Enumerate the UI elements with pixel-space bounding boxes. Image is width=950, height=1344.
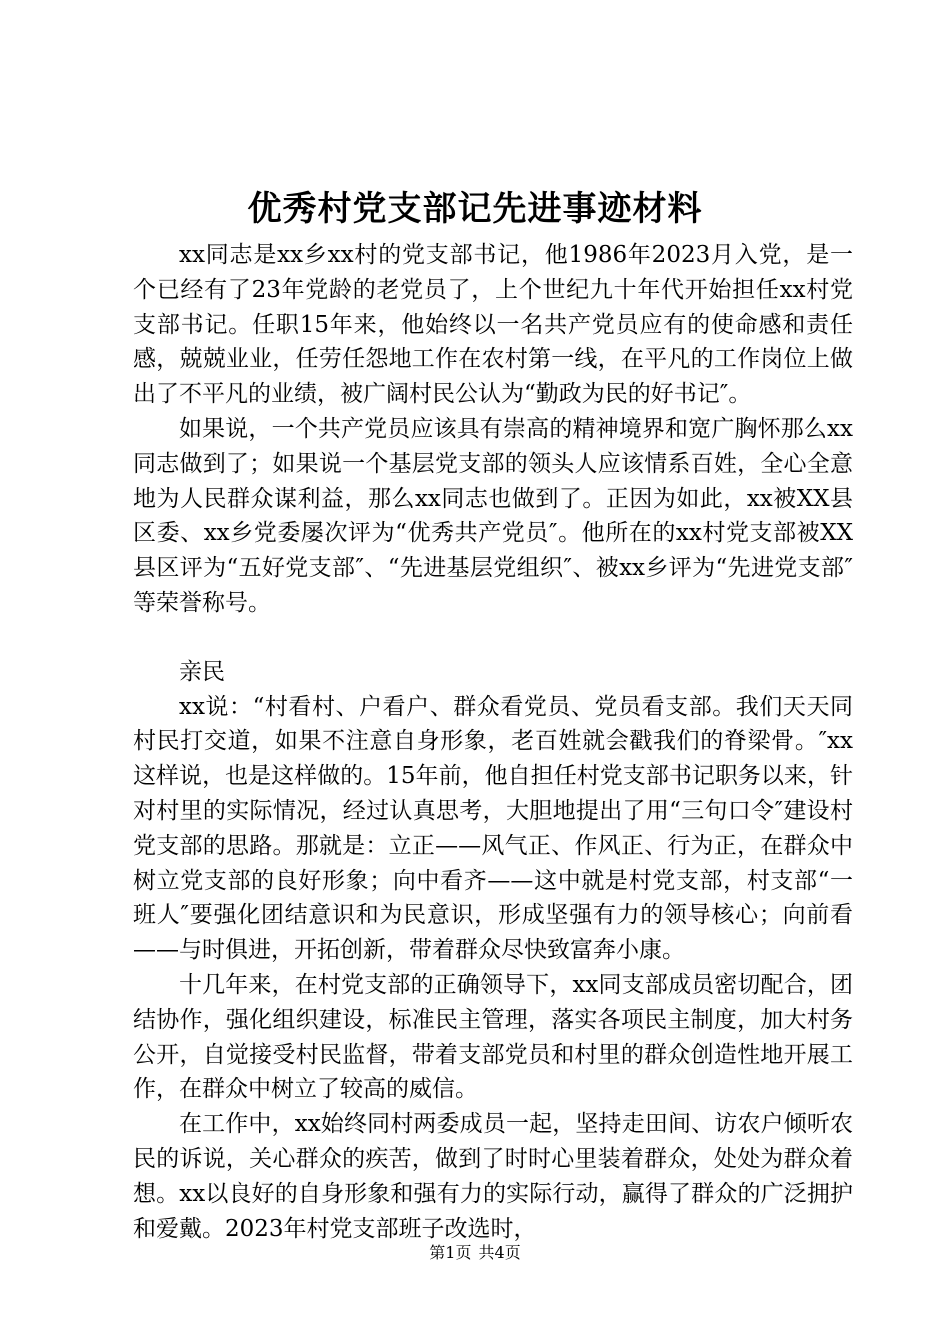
paragraph-1: xx同志是xx乡xx村的党支部书记，他1986年2023月入党，是一个已经有了23年党龄的老党员了，上个世纪九十年代开始担任xx村党支部书记。任职15年来，他始终以一名共产党员应有的使命感和责任感，兢兢业业，任劳任怨地工作在农村第一线，在平凡的工作岗位上做出了不平凡的业绩，被广阔村民公认为“勤政为民的好书记″。 (133, 242, 853, 408)
page-footer (0, 1240, 950, 1263)
page-number: 第1页 (429, 1243, 472, 1262)
page-total: 共4页 (478, 1243, 521, 1262)
paragraph-3: xx说：“村看村、户看户、群众看党员、党员看支部。我们天天同村民打交道，如果不注意自身形象，老百姓就会戳我们的脊梁骨。″xx这样说，也是这样做的。15年前，他自担任村党支部书记职务以来，针对村里的实际情况，经过认真思考，大胆地提出了用“三句口令″建设村党支部的思路。那就是：立正——风气正、作风正、行为正，在群众中树立党支部的良好形象；向中看齐——这中就是村党支部，村支部“一班人″要强化团结意识和为民意识，形成坚强有力的领导核心；向前看——与时俱进，开拓创新，带着群众尽快致富奔小康。 (133, 693, 853, 964)
document-title: 优秀村党支部记先进事迹材料 (247, 189, 703, 229)
paragraph-4: 十几年来，在村党支部的正确领导下，xx同支部成员密切配合，团结协作，强化组织建设，标准民主管理，落实各项民主制度，加大村务公开，自觉接受村民监督，带着支部党员和村里的群众创造性地开展工作，在群众中树立了较高的威信。 (133, 971, 853, 1103)
document-body (133, 238, 853, 1246)
paragraph-spacer (133, 621, 853, 655)
section-heading-qinmin: 亲民 (179, 658, 225, 685)
paragraph-5: 在工作中，xx始终同村两委成员一起，坚持走田间、访农户倾听农民的诉说，关心群众的疾苦，做到了时时心里装着群众，处处为群众着想。xx以良好的自身形象和强有力的实际行动，赢得了群众的广泛拥护和爱戴。2023年村党支部班子改选时， (133, 1111, 853, 1242)
paragraph-2: 如果说，一个共产党员应该具有崇高的精神境界和宽广胸怀那么xx同志做到了；如果说一个基层党支部的领头人应该情系百姓，全心全意地为人民群众谋利益，那么xx同志也做到了。正因为如此，xx被XX县区委、xx乡党委屡次评为“优秀共产党员″。他所在的xx村党支部被XX县区评为“五好党支部″、“先进基层党组织″、被xx乡评为“先进党支部″等荣誉称号。 (133, 415, 853, 616)
